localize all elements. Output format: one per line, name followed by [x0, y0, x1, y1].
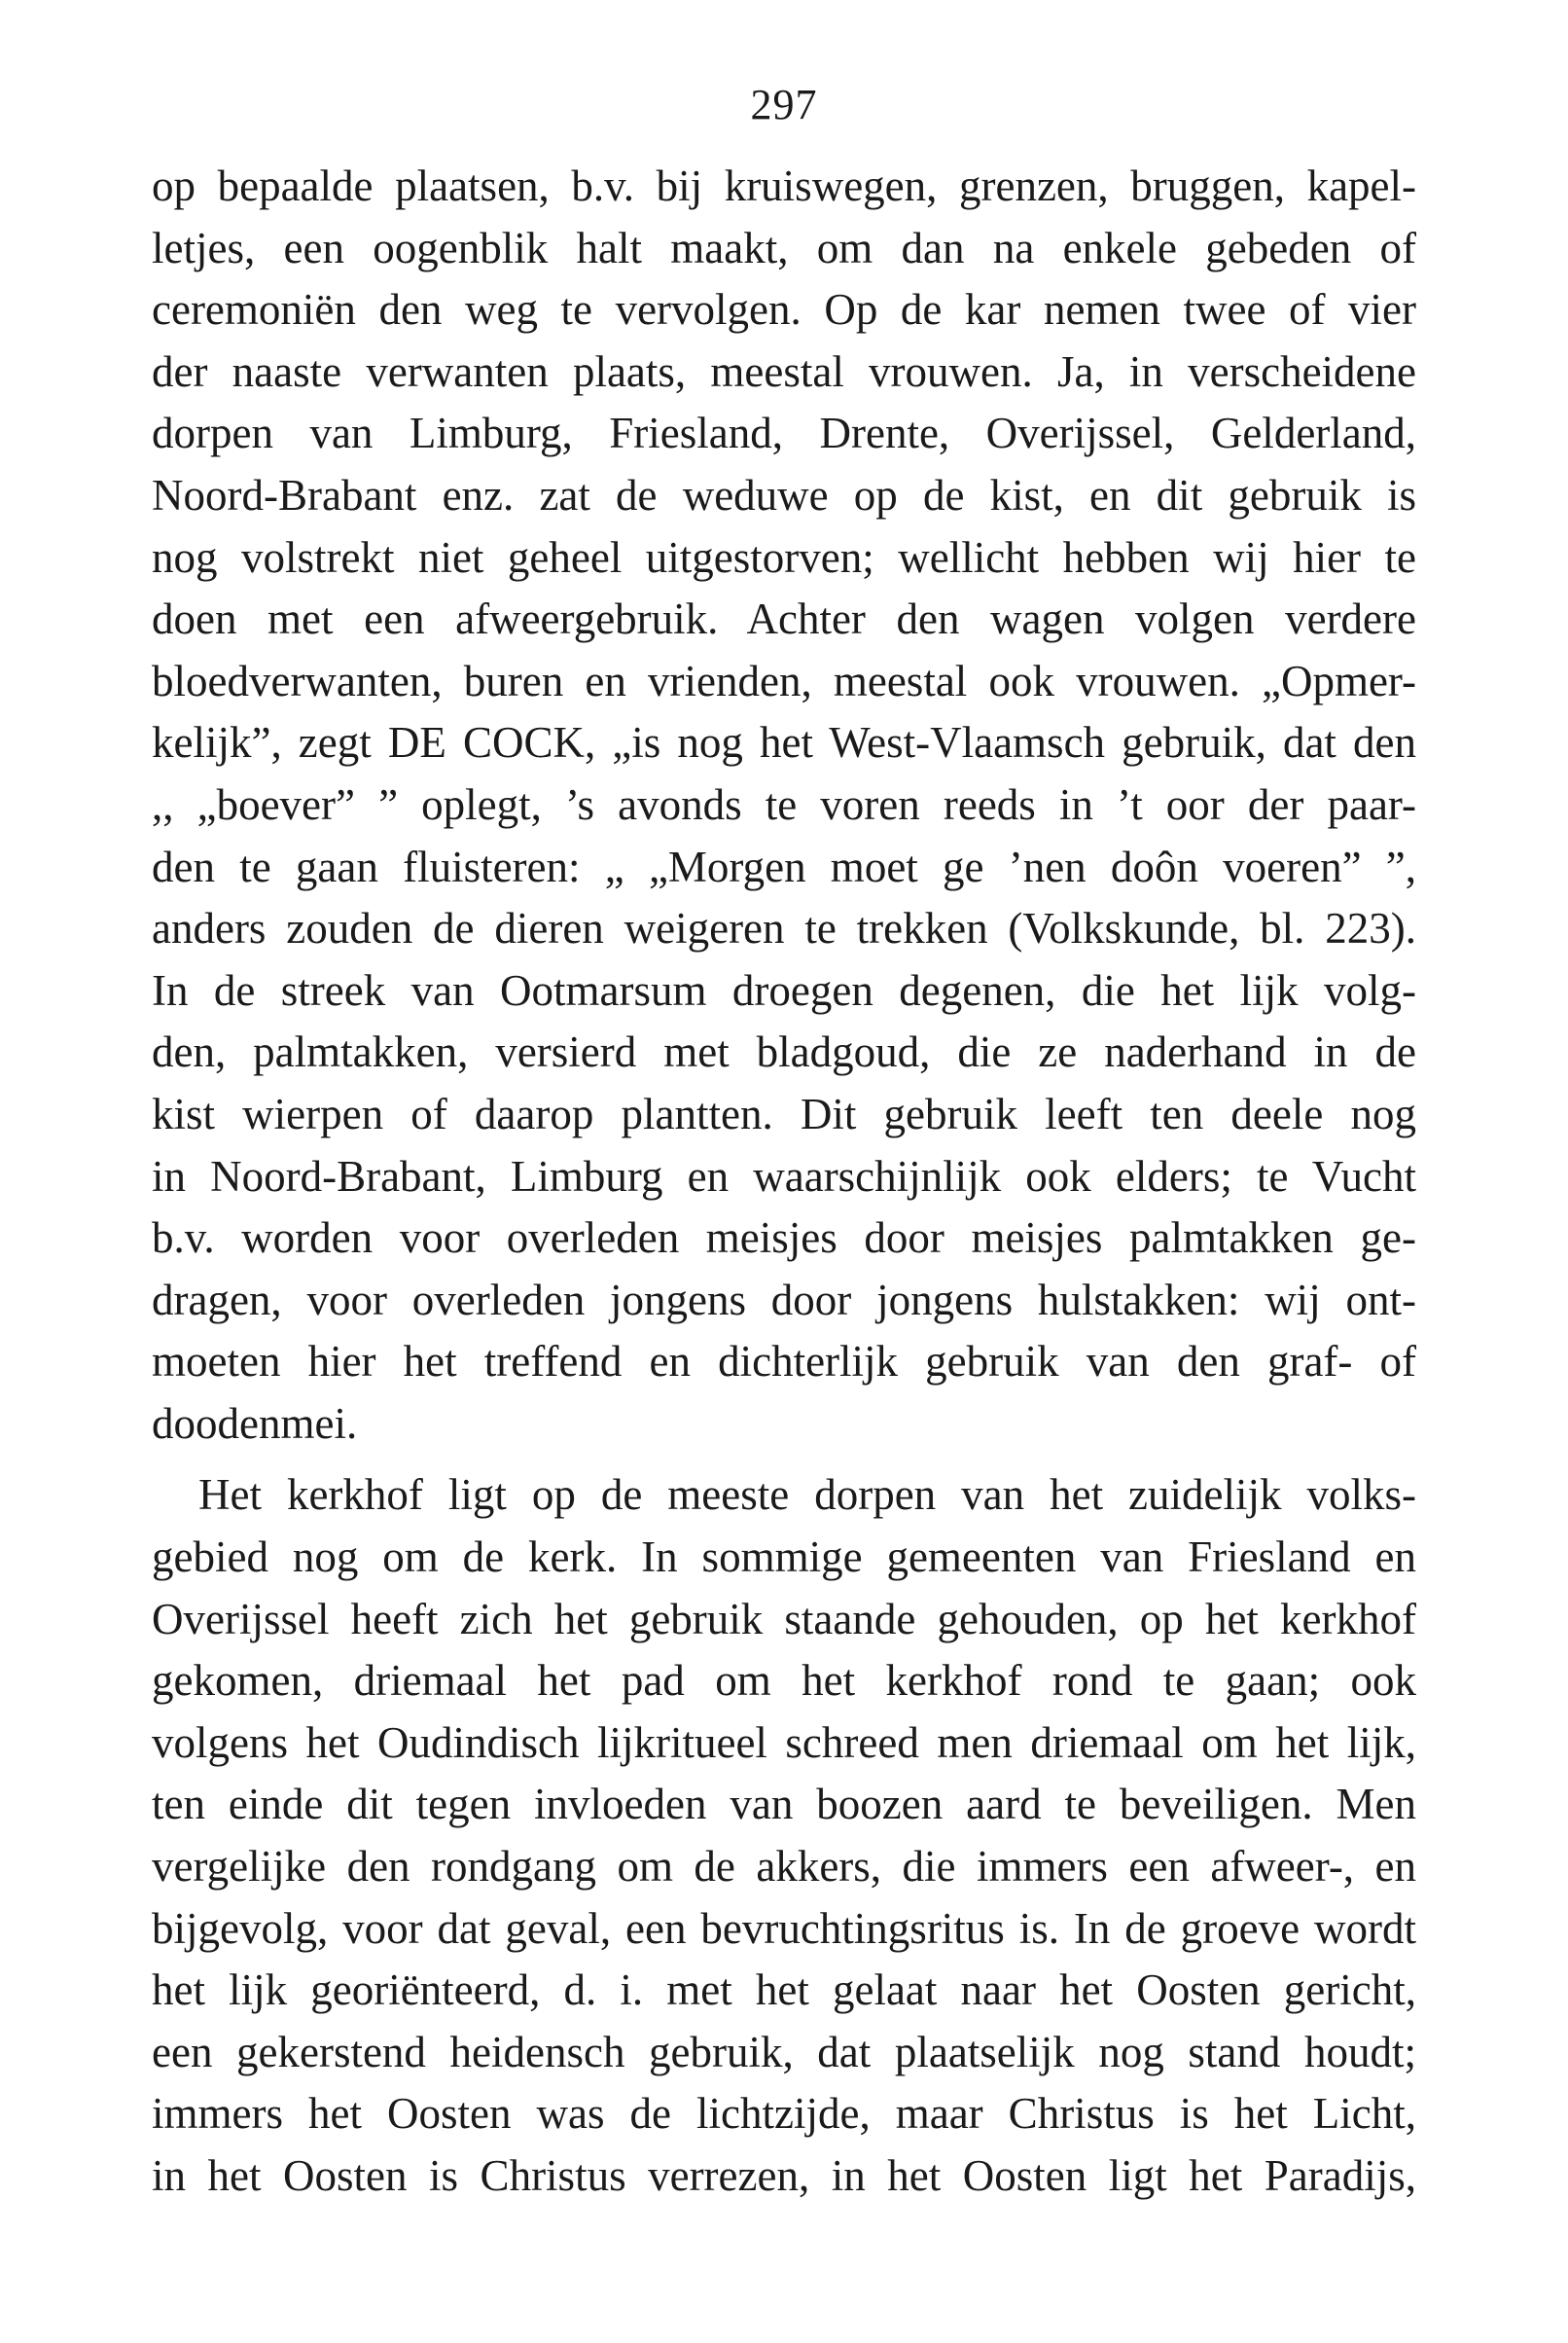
paragraph — [152, 156, 1416, 1455]
text-line: een gekerstend heidensch gebruik, dat plaatselijk nog stand houdt; — [152, 2027, 1416, 2076]
text-line: in Noord-Brabant, Limburg en waarschijnlijk ook elders; te Vucht — [152, 1151, 1416, 1201]
text-line: Noord-Brabant enz. zat de weduwe op de kist, en dit gebruik is — [152, 470, 1416, 520]
text-line: dorpen van Limburg, Friesland, Drente, Overijssel, Gelderland, — [152, 409, 1416, 458]
paragraph-break — [152, 1455, 1416, 1464]
text-line: bijgevolg, voor dat geval, een bevruchtingsritus is. In de groeve wordt — [152, 1903, 1416, 1953]
page-number: 297 — [750, 81, 818, 128]
text-line: moeten hier het treffend en dichterlijk gebruik van den graf- of — [152, 1337, 1416, 1387]
text-line: in het Oosten is Christus verrezen, in het Oosten ligt het Paradijs, — [152, 2151, 1416, 2200]
text-line: bloedverwanten, buren en vrienden, meestal ook vrouwen. „Opmer- — [152, 656, 1416, 705]
text-line: b.v. worden voor overleden meisjes door meisjes palmtakken ge- — [152, 1213, 1416, 1263]
text-line: kist wierpen of daarop plantten. Dit gebruik leeft ten deele nog — [152, 1089, 1416, 1138]
text-line: doen met een afweergebruik. Achter den wagen volgen verdere — [152, 595, 1416, 644]
text-line: op bepaalde plaatsen, b.v. bij kruiswegen, grenzen, bruggen, kapel- — [152, 162, 1416, 210]
text-line: vergelijke den rondgang om de akkers, die immers een afweer-, en — [152, 1842, 1416, 1892]
text-line: den te gaan fluisteren: „ „Morgen moet ge ’nen doôn voeren” ”, — [152, 842, 1416, 891]
text-line: dragen, voor overleden jongens door jongens hulstakken: wij ont- — [152, 1275, 1416, 1324]
paragraph — [152, 1464, 1416, 2207]
text-line: den, palmtakken, versierd met bladgoud, die ze naderhand in de — [152, 1027, 1416, 1077]
text-line: gekomen, driemaal het pad om het kerkhof rond te gaan; ook — [152, 1656, 1416, 1706]
text-line: der naaste verwanten plaats, meestal vrouwen. Ja, in verscheidene — [152, 346, 1416, 396]
text-line: ceremoniën den weg te vervolgen. Op de kar nemen twee of vier — [152, 285, 1416, 335]
text-line: ten einde dit tegen invloeden van boozen aard te beveiligen. Men — [152, 1780, 1416, 1829]
text-line: ,, „boever” ” oplegt, ’s avonds te voren reeds in ’t oor der paar- — [152, 779, 1416, 829]
text-line: volgens het Oudindisch lijkritueel schreed men driemaal om het lijk, — [152, 1717, 1416, 1767]
text-line: doodenmei. — [152, 1398, 358, 1448]
text-line: gebied nog om de kerk. In sommige gemeenten van Friesland en — [152, 1532, 1416, 1582]
text-line: anders zouden de dieren weigeren te trekken (Volkskunde, bl. 223). — [152, 904, 1416, 954]
text-line: In de streek van Ootmarsum droegen degenen, die het lijk volg- — [152, 965, 1416, 1015]
text-line: Overijssel heeft zich het gebruik staande gehouden, op het kerkhof — [152, 1594, 1416, 1643]
text-line: nog volstrekt niet geheel uitgestorven; wellicht hebben wij hier te — [152, 532, 1416, 582]
text-line: kelijk”, zegt DE COCK, „is nog het West-Vlaamsch gebruik, dat den — [152, 718, 1416, 768]
text-line: het lijk georiënteerd, d. i. met het gelaat naar het Oosten gericht, — [152, 1965, 1416, 2015]
text-line: immers het Oosten was de lichtzijde, maar Christus is het Licht, — [152, 2089, 1416, 2139]
text-line: Het kerkhof ligt op de meeste dorpen van het zuidelijk volks- — [198, 1470, 1416, 1520]
text-line: letjes, een oogenblik halt maakt, om dan na enkele gebeden of — [152, 223, 1416, 272]
body-text — [152, 156, 1416, 2208]
